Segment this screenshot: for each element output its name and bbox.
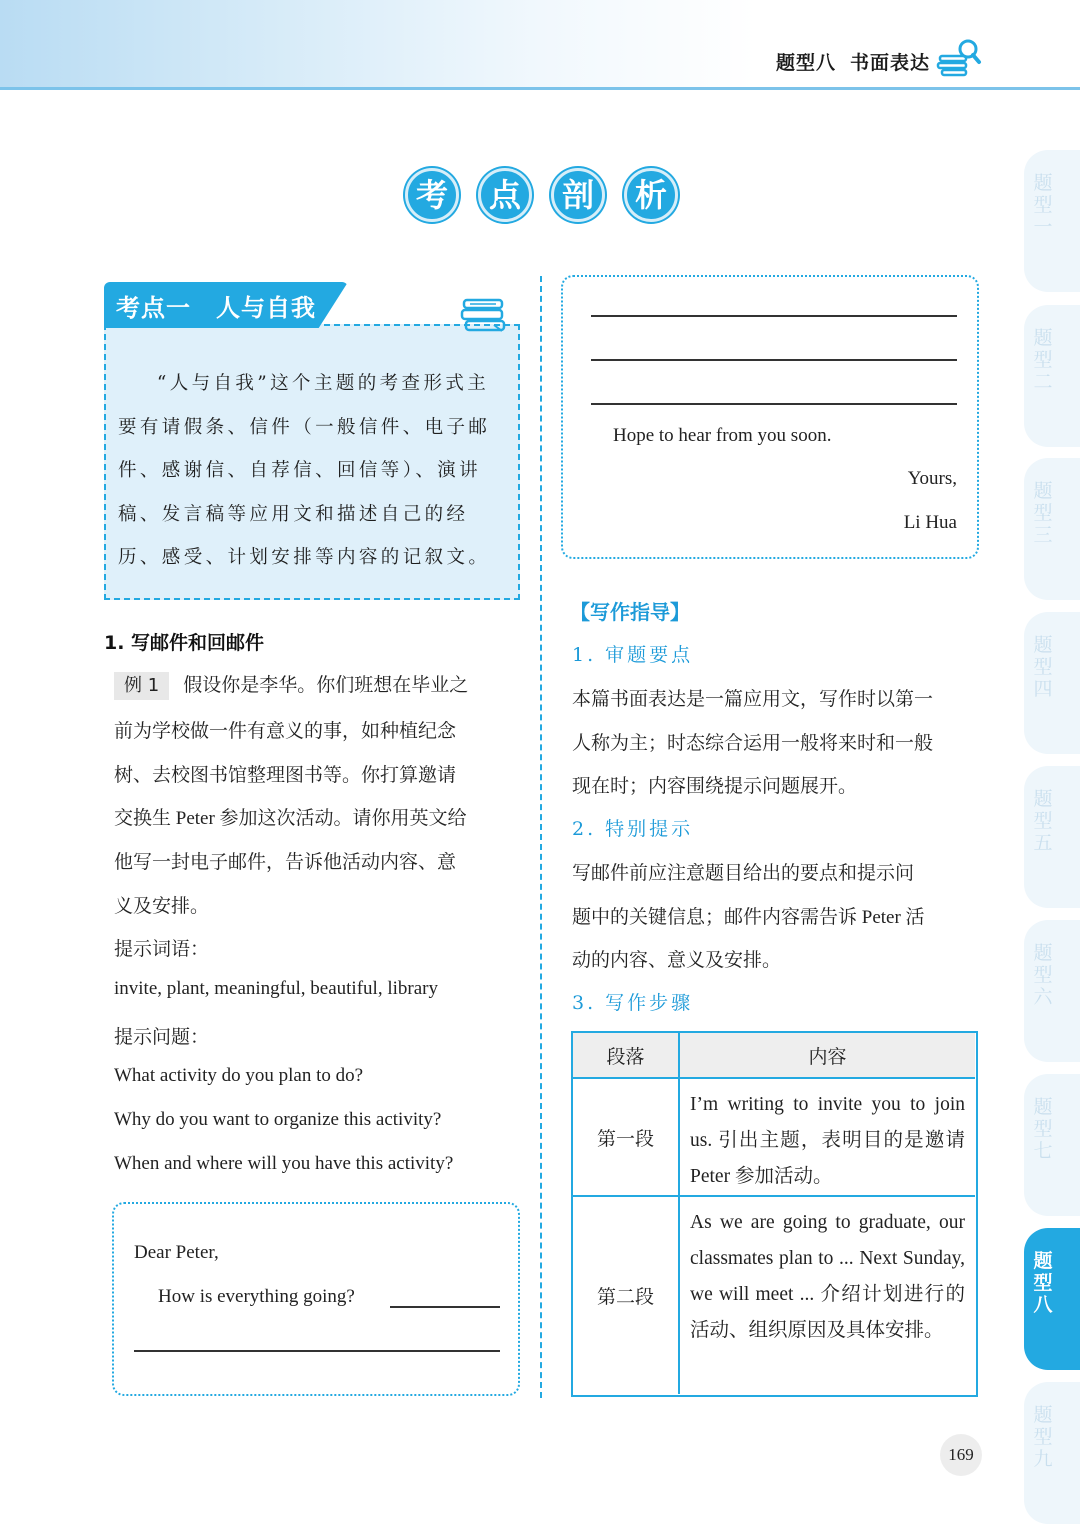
guide-line: 题中的关键信息；邮件内容需告诉 Peter 活: [572, 907, 925, 928]
hint-question: When and where will you have this activity?: [114, 1153, 454, 1174]
guide-subheading: 3. 写作步骤: [572, 992, 694, 1014]
title-badge: 点: [478, 168, 532, 222]
answer-blank[interactable]: [134, 1350, 500, 1352]
side-tab-9[interactable]: [1024, 1382, 1080, 1524]
books-icon: [460, 296, 508, 336]
table-cell-paragraph: 第一段: [573, 1079, 680, 1195]
answer-blank[interactable]: [591, 359, 957, 361]
column-divider: [540, 276, 542, 1398]
example-tag: 例 1: [114, 672, 169, 700]
header-topic: 书面表达: [849, 52, 930, 74]
table-cell-content: I’m writing to invite you to join us. 引出主题，表明目的是邀请 Peter 参加活动。: [690, 1094, 965, 1187]
side-tab-5[interactable]: [1024, 766, 1080, 908]
hint-question: Why do you want to organize this activity?: [114, 1109, 442, 1130]
header-band: [0, 0, 1080, 90]
kaodian-text: “人与自我”这个主题的考查形式主要有请假条、信件（一般信件、电子邮件、感谢信、自荐信、回信等）、演讲稿、发言稿等应用文和描述自己的经历、感受、计划安排等内容的记叙文。: [118, 373, 491, 568]
side-tab-label: 题型四: [1033, 634, 1053, 700]
title-badge: 析: [624, 168, 678, 222]
kaodian-tag-label: 考点一 人与自我: [116, 294, 316, 322]
side-tab-1[interactable]: [1024, 150, 1080, 292]
letter-template-end: [561, 275, 979, 559]
letter-greeting: Dear Peter,: [134, 1242, 219, 1263]
side-tab-label: 题型六: [1033, 942, 1053, 1008]
header-section: 题型八: [775, 52, 836, 74]
table-cell-paragraph: 第二段: [573, 1197, 680, 1394]
guide-subheading: 1. 审题要点: [572, 644, 694, 666]
side-tab-label: 题型一: [1033, 172, 1053, 238]
guide-heading: 【写作指导】: [570, 600, 690, 624]
table-row: [573, 1197, 975, 1394]
side-tab-4[interactable]: [1024, 612, 1080, 754]
side-tab-6[interactable]: [1024, 920, 1080, 1062]
side-tab-label: 题型二: [1033, 327, 1053, 393]
table-header-row: [573, 1033, 975, 1079]
side-tab-7[interactable]: [1024, 1074, 1080, 1216]
table-cell-content: As we are going to graduate, our classmates plan to ... Next Sunday, we will meet ... 介绍计划进行的活动、组织原因及具体安排。: [690, 1212, 965, 1341]
example-line: 前为学校做一件有意义的事，如种植纪念: [114, 721, 457, 742]
letter-template-start: [112, 1202, 520, 1396]
side-tab-label: 题型七: [1033, 1096, 1053, 1162]
letter-closing-line: Hope to hear from you soon.: [613, 425, 832, 446]
answer-blank[interactable]: [390, 1306, 500, 1308]
table-header-cell: 内容: [808, 1046, 847, 1068]
section-title-badges: [405, 168, 680, 224]
table-header-cell: 段落: [573, 1033, 680, 1077]
header-title: [776, 48, 930, 75]
guide-line: 现在时；内容围绕提示问题展开。: [572, 776, 858, 797]
side-tab-8-active[interactable]: [1024, 1228, 1080, 1370]
side-tab-label: 题型五: [1033, 788, 1053, 854]
side-tab-label: 题型八: [1033, 1250, 1053, 1316]
section-heading: 1. 写邮件和回邮件: [104, 632, 265, 654]
guide-line: 人称为主；时态综合运用一般将来时和一般: [572, 733, 934, 754]
side-tab-label: 题型三: [1033, 480, 1053, 546]
writing-steps-table: [571, 1031, 978, 1397]
guide-line: 本篇书面表达是一篇应用文，写作时以第一: [572, 689, 934, 710]
magnifier-books-icon: [936, 38, 982, 78]
hint-questions-label: 提示问题：: [114, 1027, 210, 1048]
title-badge: 考: [405, 168, 459, 222]
example-line: 义及安排。: [114, 896, 210, 917]
example-line: 树、去校图书馆整理图书等。你打算邀请: [114, 765, 457, 786]
table-row: [573, 1079, 975, 1197]
answer-blank[interactable]: [591, 315, 957, 317]
example-line-1: [114, 670, 524, 700]
header-rule: [0, 87, 1080, 90]
hint-words: invite, plant, meaningful, beautiful, library: [114, 978, 438, 999]
kaodian-description: [118, 362, 504, 580]
answer-blank[interactable]: [591, 403, 957, 405]
side-tab-2[interactable]: [1024, 305, 1080, 447]
side-tab-label: 题型九: [1033, 1404, 1053, 1470]
letter-signature: Li Hua: [903, 512, 957, 533]
guide-line: 动的内容、意义及安排。: [572, 950, 782, 971]
hint-question: What activity do you plan to do?: [114, 1065, 364, 1086]
letter-opening: How is everything going?: [158, 1286, 355, 1307]
hint-words-label: 提示词语：: [114, 939, 210, 960]
page-number: 169: [940, 1434, 982, 1476]
side-tab-3[interactable]: [1024, 458, 1080, 600]
letter-sign-off: Yours,: [907, 468, 957, 489]
example-text: 假设你是李华。你们班想在毕业之: [183, 675, 469, 696]
example-line: 他写一封电子邮件，告诉他活动内容、意: [114, 852, 457, 873]
kaodian-box: [104, 282, 520, 600]
title-badge: 剖: [551, 168, 605, 222]
guide-subheading: 2. 特别提示: [572, 818, 694, 840]
guide-line: 写邮件前应注意题目给出的要点和提示问: [572, 863, 915, 884]
example-line: 交换生 Peter 参加这次活动。请你用英文给: [114, 808, 467, 829]
